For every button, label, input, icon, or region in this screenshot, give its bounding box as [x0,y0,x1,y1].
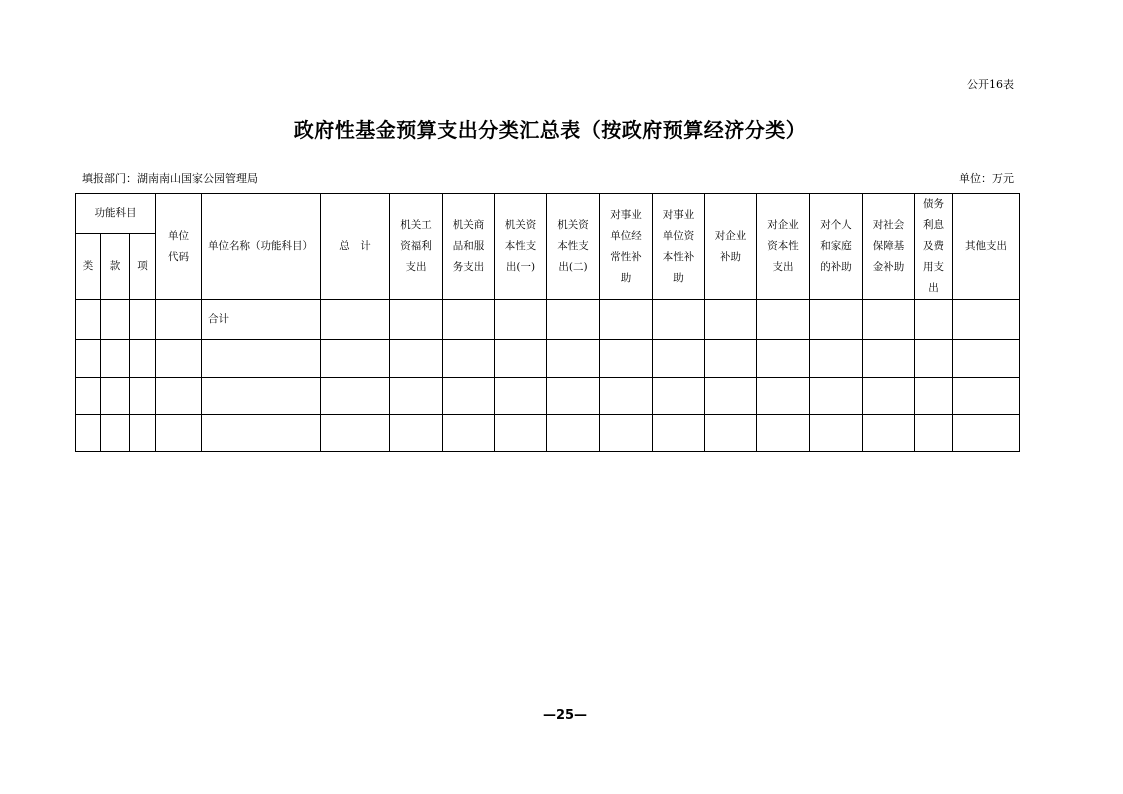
table-row [76,340,1020,378]
cell [810,300,863,340]
cell [863,300,915,340]
cell [321,300,390,340]
cell [156,300,202,340]
header-capital-1: 机关资本性支出(一) [495,194,547,300]
form-number: 公开16表 [967,78,1014,91]
row-name [202,340,321,378]
cell [953,300,1020,340]
header-unit-code: 单位代码 [156,194,202,300]
cell [130,300,156,340]
reporting-department: 填报部门：湖南南山国家公园管理局 [82,172,258,185]
header-enterprise-capital: 对企业资本性支出 [757,194,810,300]
cell [76,300,101,340]
header-function-subject: 功能科目 [76,194,156,234]
cell [915,300,953,340]
header-debt-interest: 债务利息及费用支出 [915,194,953,300]
row-name [202,415,321,452]
table-row [76,378,1020,415]
cell [443,300,495,340]
header-enterprise-subsidy: 对企业补助 [705,194,757,300]
header-other: 其他支出 [953,194,1020,300]
row-name [202,378,321,415]
cell [495,300,547,340]
header-institution-recurrent: 对事业单位经常性补助 [600,194,653,300]
cell [757,300,810,340]
table-row [76,415,1020,452]
budget-table [75,193,1020,452]
header-capital-2: 机关资本性支出(二) [547,194,600,300]
cell [547,300,600,340]
header-item: 项 [130,234,156,300]
row-name-total: 合计 [202,300,321,340]
header-section: 款 [101,234,130,300]
cell [653,300,705,340]
header-category: 类 [76,234,101,300]
header-individual-household: 对个人和家庭的补助 [810,194,863,300]
cell [390,300,443,340]
cell [600,300,653,340]
page-number: —25— [542,708,588,723]
header-goods-services: 机关商品和服务支出 [443,194,495,300]
cell [705,300,757,340]
header-wages-welfare: 机关工资福利支出 [390,194,443,300]
header-total: 总 计 [321,194,390,300]
table-row [76,300,1020,340]
cell [101,300,130,340]
header-social-security: 对社会保障基金补助 [863,194,915,300]
page-title: 政府性基金预算支出分类汇总表（按政府预算经济分类） [293,118,807,142]
header-unit-name: 单位名称（功能科目） [202,194,321,300]
header-institution-capital: 对事业单位资本性补助 [653,194,705,300]
unit-label: 单位：万元 [959,172,1014,185]
